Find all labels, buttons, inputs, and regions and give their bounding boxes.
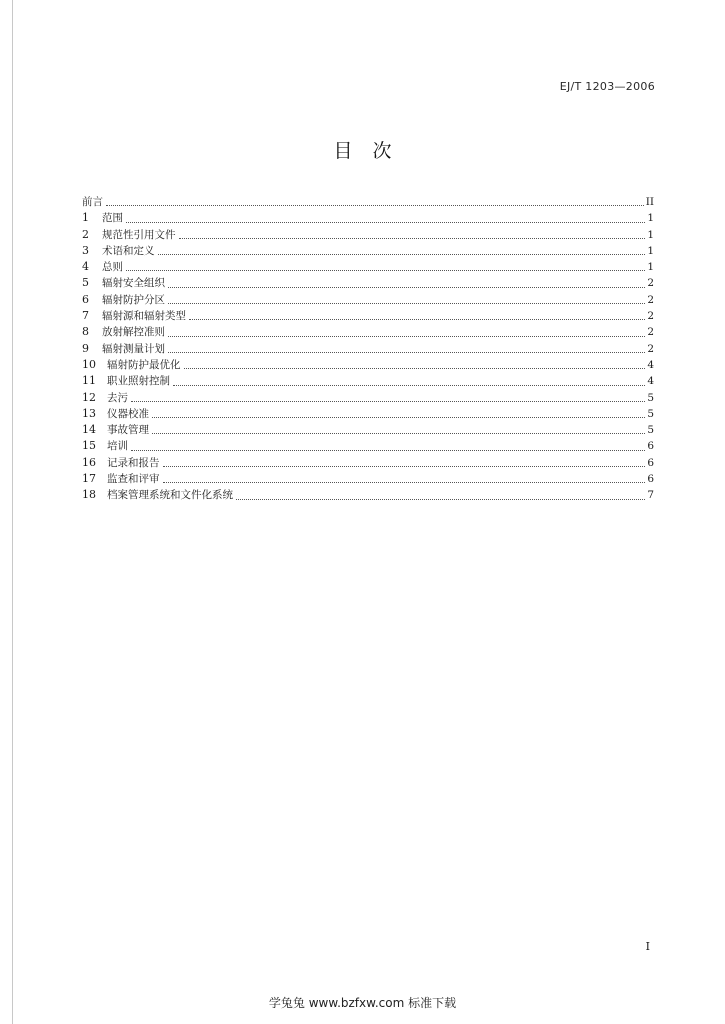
toc-entry-page: 6 bbox=[647, 473, 654, 486]
toc-dot-leader bbox=[168, 351, 645, 353]
toc-entry[interactable] bbox=[82, 243, 654, 259]
toc-entry-page: 6 bbox=[647, 456, 654, 469]
toc-entry-number: 5 bbox=[82, 276, 89, 290]
toc-entry-number: 15 bbox=[82, 439, 96, 453]
toc-entry-label: 术语和定义 bbox=[102, 244, 155, 257]
toc-dot-leader bbox=[168, 335, 645, 337]
toc-entry-page: 2 bbox=[647, 293, 654, 306]
toc-entry-page: 5 bbox=[647, 407, 654, 420]
toc-entry-page: 1 bbox=[647, 261, 654, 274]
toc-entry[interactable] bbox=[82, 406, 654, 422]
toc-entry[interactable] bbox=[82, 438, 654, 454]
toc-dot-leader bbox=[126, 221, 645, 223]
toc-entry-label: 仪器校准 bbox=[107, 407, 149, 420]
toc-entry-label: 记录和报告 bbox=[107, 456, 160, 469]
toc-entry[interactable] bbox=[82, 324, 654, 340]
toc-entry-number: 11 bbox=[82, 374, 96, 388]
toc-entry-page: 2 bbox=[647, 326, 654, 339]
toc-entry-page: 2 bbox=[647, 342, 654, 355]
toc-entry-number: 2 bbox=[82, 227, 89, 241]
toc-entry-page: 4 bbox=[647, 375, 654, 388]
toc-entry[interactable] bbox=[82, 259, 654, 275]
toc-dot-leader bbox=[106, 204, 644, 206]
toc-entry-label: 辐射源和辐射类型 bbox=[102, 310, 186, 323]
toc-dot-leader bbox=[152, 432, 645, 434]
toc-entry-label: 监查和评审 bbox=[107, 473, 160, 486]
toc-entry[interactable] bbox=[82, 308, 654, 324]
toc-entry-number: 4 bbox=[82, 260, 89, 274]
toc-entry[interactable] bbox=[82, 357, 654, 373]
toc-entry-page: 5 bbox=[647, 424, 654, 437]
toc-dot-leader bbox=[158, 253, 646, 255]
table-of-contents bbox=[82, 194, 654, 504]
toc-dot-leader bbox=[168, 302, 645, 304]
toc-dot-leader bbox=[163, 465, 646, 467]
toc-entry[interactable] bbox=[82, 487, 654, 503]
toc-dot-leader bbox=[131, 400, 645, 402]
footer-watermark: 学兔兔 www.bzfxw.com 标准下载 bbox=[268, 996, 457, 1010]
toc-entry-number: 3 bbox=[82, 243, 89, 257]
toc-entry-label: 辐射防护分区 bbox=[102, 293, 165, 306]
toc-entry[interactable] bbox=[82, 471, 654, 487]
toc-entry-number: 17 bbox=[82, 472, 96, 486]
toc-entry-number: 10 bbox=[82, 357, 96, 371]
toc-entry-label: 范围 bbox=[102, 212, 123, 225]
toc-entry-label: 档案管理系统和文件化系统 bbox=[107, 489, 233, 502]
toc-entry[interactable] bbox=[82, 210, 654, 226]
toc-dot-leader bbox=[189, 318, 645, 320]
toc-entry-number: 18 bbox=[82, 488, 96, 502]
toc-entry-page: II bbox=[645, 196, 654, 208]
toc-dot-leader bbox=[163, 481, 646, 483]
toc-entry-page: 7 bbox=[647, 489, 654, 502]
toc-entry[interactable] bbox=[82, 390, 654, 406]
toc-dot-leader bbox=[173, 384, 645, 386]
toc-entry-page: 6 bbox=[647, 440, 654, 453]
toc-entry-label: 职业照射控制 bbox=[107, 375, 170, 388]
toc-dot-leader bbox=[126, 269, 645, 271]
toc-entry-number: 16 bbox=[82, 455, 96, 469]
toc-entry[interactable] bbox=[82, 455, 654, 471]
toc-entry-label: 总则 bbox=[102, 261, 123, 274]
toc-dot-leader bbox=[152, 416, 645, 418]
toc-dot-leader bbox=[131, 449, 645, 451]
toc-entry-number: 1 bbox=[82, 211, 89, 225]
toc-dot-leader bbox=[236, 498, 645, 500]
toc-entry-number: 14 bbox=[82, 423, 96, 437]
toc-entry-number: 7 bbox=[82, 309, 89, 323]
toc-dot-leader bbox=[179, 237, 646, 239]
toc-entry-label: 辐射安全组织 bbox=[102, 277, 165, 290]
toc-entry-number: 8 bbox=[82, 325, 89, 339]
standard-code: EJ/T 1203—2006 bbox=[559, 80, 655, 93]
toc-entry-number: 9 bbox=[82, 341, 89, 355]
toc-entry-label: 培训 bbox=[107, 440, 128, 453]
toc-entry-page: 5 bbox=[647, 391, 654, 404]
toc-entry-label: 事故管理 bbox=[107, 424, 149, 437]
toc-entry-number: 12 bbox=[82, 390, 96, 404]
toc-entry-label: 前言 bbox=[82, 196, 103, 208]
page-number: I bbox=[645, 940, 650, 953]
toc-entry[interactable] bbox=[82, 227, 654, 243]
toc-entry-label: 辐射防护最优化 bbox=[107, 358, 181, 371]
toc-entry[interactable] bbox=[82, 275, 654, 291]
toc-entry-number: 13 bbox=[82, 406, 96, 420]
toc-entry-label: 规范性引用文件 bbox=[102, 228, 176, 241]
toc-entry-page: 4 bbox=[647, 358, 654, 371]
toc-entry[interactable] bbox=[82, 422, 654, 438]
toc-dot-leader bbox=[168, 286, 645, 288]
toc-entry-page: 2 bbox=[647, 310, 654, 323]
toc-entry-page: 1 bbox=[647, 244, 654, 257]
toc-entry-page: 1 bbox=[647, 228, 654, 241]
toc-entry-page: 2 bbox=[647, 277, 654, 290]
toc-entry[interactable] bbox=[82, 341, 654, 357]
toc-dot-leader bbox=[184, 367, 646, 369]
toc-entry-page: 1 bbox=[647, 212, 654, 225]
toc-entry[interactable] bbox=[82, 292, 654, 308]
toc-title: 目次 bbox=[333, 140, 412, 162]
toc-entry-label: 去污 bbox=[107, 391, 128, 404]
toc-entry-label: 放射解控准则 bbox=[102, 326, 165, 339]
toc-entry[interactable] bbox=[82, 194, 654, 210]
toc-entry[interactable] bbox=[82, 373, 654, 389]
toc-entry-number: 6 bbox=[82, 292, 89, 306]
toc-entry-label: 辐射测量计划 bbox=[102, 342, 165, 355]
